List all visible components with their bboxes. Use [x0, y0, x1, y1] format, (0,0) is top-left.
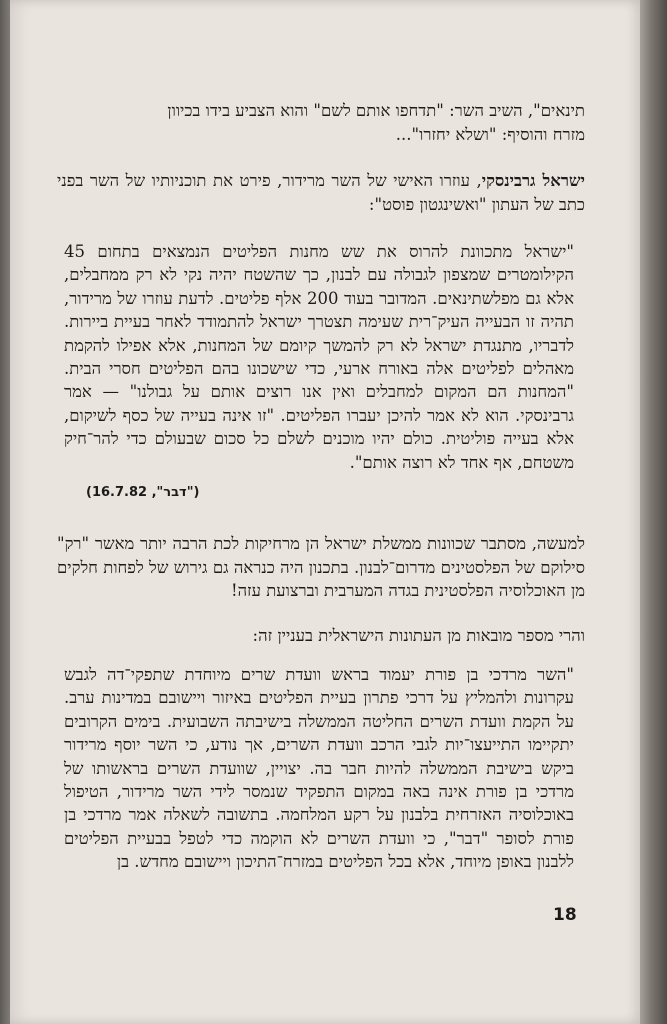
page-number: 18 [553, 905, 577, 925]
paragraph-2 [57, 169, 585, 216]
quote-1-citation: ("דבר", 16.7.82) [86, 485, 200, 500]
quote-2 [64, 663, 574, 874]
paragraph-4-text: והרי מספר מובאות מן העתונות הישראלית בעניין זה: [252, 626, 585, 645]
paragraph-4 [57, 624, 585, 648]
paragraph-1-line-2: מזרח והוסיף: "ושלא יחזרו"... [395, 124, 585, 144]
page-edge [640, 0, 667, 1024]
paragraph-2-rest: , עוזרו האישי של השר מרידור, פירט את תוכניותיו של השר בפני כתב של העתון "ואשינגטון פוסט": [57, 171, 585, 214]
quote-1 [64, 240, 574, 474]
quote-2-text: "השר מרדכי בן פורת יעמוד בראש וועדת שרים מיוחדת שתפקי־דה לגבש עקרונות ולהמליץ על דרכי פתרון בעיית הפליטים באיזור ויישובם במדינות ערב. על הקמת וועדת השרים החליטה הממשלה בישיבתה השבועית. בימים הקרובים יתקיימו התייעצו־יות לגבי הרכב וועדת השרים, אך נודע, כי השר יוסף מרידור ביקש בישיבת הממשלה להיות חבר בה. יצויין, שוועדת השרים בראשותו של מרדכי בן פורת אינה באה במקום התפקיד שנמסר לידי השר מרידור, הטיפול באוכלוסיה האזרחית בלבנון על רקע המלחמה. בתשובה לשאלה אמר מרדכי בן פורת לסופר "דבר", כי וועדת השרים לא הוקמה כדי לטפל בבעיית הפליטים ללבנון באופן מיוחד, אלא בכל הפליטים במזרח־התיכון ויישובם מחדש. בן [64, 665, 574, 872]
speaker-name: ישראל גרבינסקי [481, 171, 585, 190]
paragraph-3 [57, 532, 585, 603]
paragraph-1-line-1: תינאים", השיב השר: "תדחפו אותם לשם" והוא הצביע בידו בכיוון [167, 101, 585, 120]
paragraph-2-text [57, 169, 585, 216]
paragraph-1 [57, 99, 585, 146]
paragraph-3-text: למעשה, מסתבר שכוונות ממשלת ישראל הן מרחיקות לכת הרבה יותר מאשר "רק" סילוקם של הפלסטינים מדרום־לבנון. בתכנון היה כנראה גם גירוש של לפחות חלקים מן האוכלוסיה הפלסטינית בגדה המערבית וברצועת עזה! [57, 534, 585, 600]
quote-1-text: "ישראל מתכוונת להרוס את שש מחנות הפליטים הנמצאים בתחום 45 הקילומטרים שמצפון לגבולה עם לבנון, כך שהשטח יהיה נקי לא רק ממחבלים, אלא גם מפלשתינאים. המדובר בעוד 200 אלף פליטים. לדעת עוזרו של מרידור, תהיה זו הבעייה העיק־רית שעימה תצטרך ישראל להתמודד לאחר בעיית ביירות. לדבריו, מתנגדת ישראל לא רק להמשך קיומם של המחנות, אלא אפילו להקמת מאהלים לפליטים אלה באורח ארעי, כדי שישכונו בהם הפליטים חסרי הבית. "המחנות הם המקום למחבלים ואין אנו רוצים אותם על גבולנו" — אמר גרבינסקי. הוא לא אמר להיכן יעברו הפליטים. "זו אינה בעייה של כסף לשיקום, אלא בעייה פוליטית. כולם יהיו מוכנים לשלם כל סכום שבעולם כדי להר־חיק משטחם, אף אחד לא רוצה אותם". [64, 242, 574, 472]
